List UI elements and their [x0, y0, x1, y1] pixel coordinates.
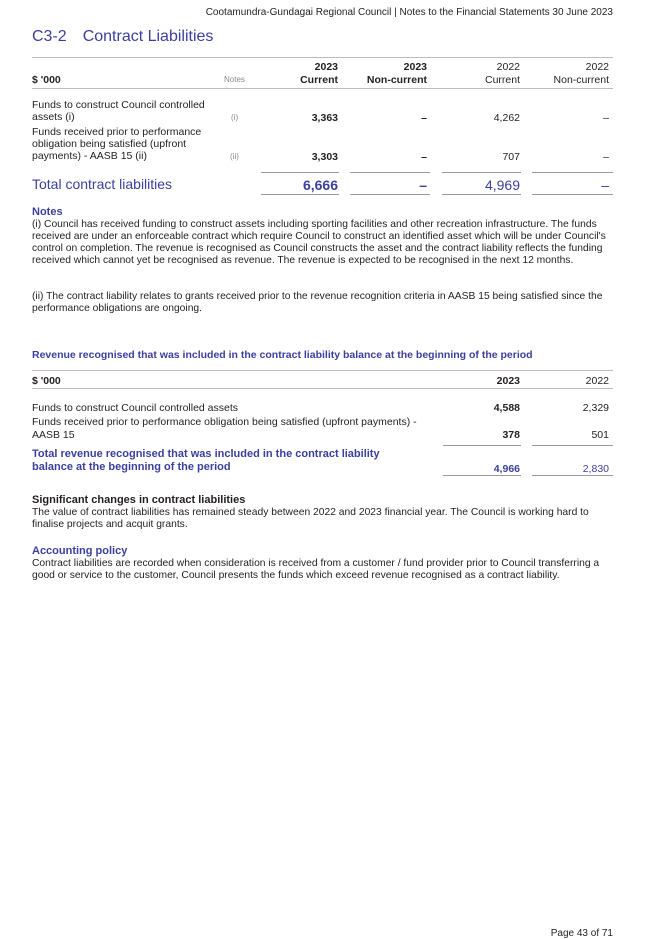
- table2-row2-label-line2: AASB 15: [32, 429, 75, 441]
- total-rule-bottom-1: [261, 194, 339, 195]
- total-rule-top-3: [442, 172, 521, 173]
- total-rule-bottom-3: [442, 194, 521, 195]
- col2-label: Non-current: [366, 74, 427, 86]
- row2-col1: 3,303: [311, 151, 338, 163]
- accounting-policy-heading: Accounting policy: [32, 545, 128, 557]
- table2-total-col2: 2,830: [582, 463, 609, 475]
- table2-row2-col1: 378: [502, 429, 520, 441]
- significant-changes-text: The value of contract liabilities has remained steady between 2022 and 2023 financial year. The Council is working hard to finalise projects and acquit grants.: [32, 507, 589, 530]
- col4-label: Non-current: [553, 74, 609, 86]
- table2-total-label-line2: balance at the beginning of the period: [32, 461, 231, 473]
- accounting-policy-text: Contract liabilities are recorded when consideration is received from a customer / fund provider prior to Council transferring a good or service to the customer, Council presents the funds which exceed revenue recognised as a contract liability.: [32, 558, 600, 581]
- table2-row2-col2: 501: [591, 429, 609, 441]
- table1-unit: $ '000: [32, 74, 61, 86]
- row1-col1: 3,363: [311, 112, 338, 124]
- table-row: [0, 416, 645, 442]
- total-col3: 4,969: [484, 177, 520, 193]
- table2-top-rule: [32, 370, 613, 371]
- row1-col2: –: [421, 112, 427, 124]
- notes-column-header: Notes: [224, 75, 245, 84]
- table2-row1-col2: 2,329: [582, 402, 609, 414]
- row1-label: [32, 99, 205, 123]
- total-col1: 6,666: [302, 177, 338, 193]
- total-rule-bottom-2: [350, 194, 430, 195]
- row2-label: [32, 126, 201, 162]
- table2-row1-col1: 4,588: [493, 402, 520, 414]
- significant-changes-heading: Significant changes in contract liabilities: [32, 494, 246, 506]
- col1-label: Current: [300, 74, 338, 86]
- row2-col4: –: [603, 151, 609, 163]
- table2-total-rule-top-1: [443, 445, 521, 446]
- section-title: [32, 28, 213, 46]
- table-row: [0, 99, 645, 125]
- row2-label-line1: Funds received prior to performance: [32, 126, 202, 138]
- row1-note: (i): [231, 113, 239, 122]
- col1-year: 2023: [314, 61, 338, 73]
- table2-header-rule: [32, 388, 613, 389]
- table1-top-rule: [32, 57, 613, 58]
- table2-total-rule-bottom-2: [532, 475, 613, 476]
- total-rule-top-2: [350, 172, 430, 173]
- table2-total-label-line1: Total revenue recognised that was included in the contract liability: [32, 448, 380, 460]
- col4-year: 2022: [585, 61, 609, 73]
- running-header: Cootamundra-Gundagai Regional Council | Notes to the Financial Statements 30 June 2023: [205, 7, 613, 18]
- col3-year: 2022: [496, 61, 520, 73]
- table2-row1-label: Funds to construct Council controlled assets: [32, 402, 239, 414]
- page-number: Page 43 of 71: [550, 928, 613, 939]
- table-row: [0, 402, 645, 416]
- row2-label-line3: payments) - AASB 15 (ii): [32, 150, 147, 162]
- row1-col3: 4,262: [493, 112, 520, 124]
- notes-heading: Notes: [32, 206, 63, 218]
- row2-label-line2: obligation being satisfied (upfront: [32, 138, 187, 150]
- table2-total-col1: 4,966: [493, 463, 520, 475]
- table2-col2-year: 2022: [585, 375, 609, 387]
- table2-total-row: [0, 448, 645, 476]
- table2-total-label: [32, 448, 380, 474]
- table2-row2-label: [32, 416, 417, 442]
- note-i: (i) Council has received funding to construct assets including sporting facilities and other recreation infrastructure. The funds received are under an enforceable contract which require Council to construct an identified asset which will be under Council's control on completion. The revenue is recognised as Council constructs the asset and the contract liability reflects the funding received which cannot yet be recognised as revenue. The revenue is expected to be recognised in the next 12 months.: [32, 219, 606, 266]
- row2-col3: 707: [502, 151, 520, 163]
- table1-total-row: [0, 176, 645, 196]
- table2-heading: Revenue recognised that was included in the contract liability balance at the beginning of the period: [32, 349, 533, 361]
- total-rule-bottom-4: [532, 194, 613, 195]
- total-col4: –: [601, 177, 609, 193]
- total-col2: –: [419, 177, 427, 193]
- row1-label-line1: Funds to construct Council controlled: [32, 99, 205, 111]
- section-title-text: Contract Liabilities: [82, 28, 214, 45]
- table-row: [0, 126, 645, 164]
- row1-label-line2: assets (i): [32, 111, 75, 123]
- col3-label: Current: [484, 74, 520, 86]
- table2-total-rule-top-2: [532, 445, 613, 446]
- table2-total-rule-bottom-1: [443, 475, 521, 476]
- table1-header: [0, 61, 645, 91]
- total-rule-top-4: [532, 172, 613, 173]
- total-rule-top-1: [261, 172, 339, 173]
- total-label: Total contract liabilities: [32, 176, 173, 192]
- table2-col1-year: 2023: [496, 375, 520, 387]
- table2-header: [0, 375, 645, 389]
- table2-row2-label-line1: Funds received prior to performance obligation being satisfied (upfront payments) -: [32, 416, 417, 428]
- table2-unit: $ '000: [32, 375, 61, 387]
- row1-col4: –: [603, 112, 609, 124]
- section-code: C3-2: [32, 28, 67, 45]
- note-ii: (ii) The contract liability relates to grants received prior to the revenue recognition criteria in AASB 15 being satisfied since the performance obligations are ongoing.: [32, 291, 603, 314]
- row2-note: (ii): [230, 152, 239, 161]
- col2-year: 2023: [403, 61, 427, 73]
- table1-header-rule: [32, 88, 613, 89]
- row2-col2: –: [421, 151, 427, 163]
